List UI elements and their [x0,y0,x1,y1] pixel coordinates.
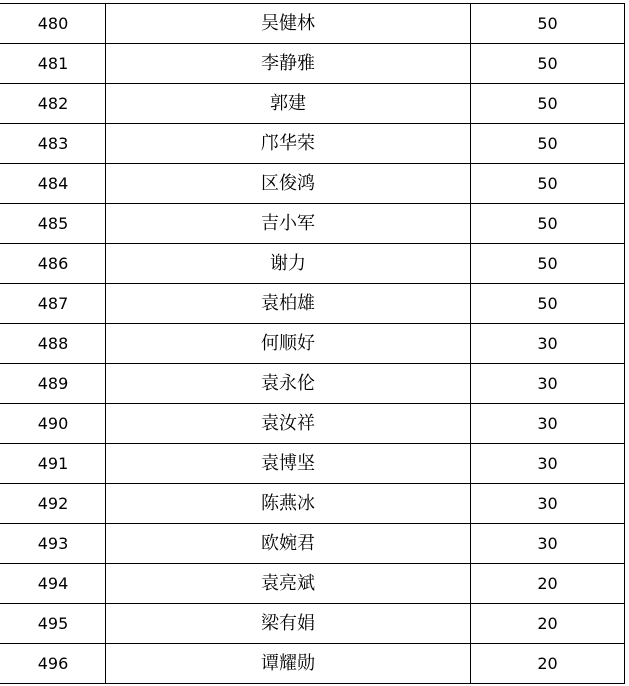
row-number-cell: 484 [1,164,106,204]
score-cell: 50 [471,284,625,324]
table-row [1,124,625,164]
row-number-cell: 496 [1,644,106,684]
name-cell: 袁博坚 [106,444,471,484]
row-number-cell: 491 [1,444,106,484]
score-cell: 50 [471,84,625,124]
row-number-cell: 493 [1,524,106,564]
row-number-cell: 494 [1,564,106,604]
score-cell: 20 [471,564,625,604]
score-cell: 30 [471,444,625,484]
row-number-cell: 489 [1,364,106,404]
table-row [1,364,625,404]
score-cell: 50 [471,204,625,244]
roster-table [0,3,625,684]
row-number-cell: 488 [1,324,106,364]
score-cell: 50 [471,44,625,84]
row-number-cell: 492 [1,484,106,524]
score-cell: 20 [471,644,625,684]
name-cell: 欧婉君 [106,524,471,564]
table-row [1,524,625,564]
score-cell: 50 [471,124,625,164]
table-row [1,284,625,324]
name-cell: 谢力 [106,244,471,284]
name-cell: 吉小军 [106,204,471,244]
name-cell: 袁亮斌 [106,564,471,604]
name-cell: 袁柏雄 [106,284,471,324]
name-cell: 吴健林 [106,4,471,44]
row-number-cell: 480 [1,4,106,44]
roster-table-body [1,4,625,684]
table-row [1,324,625,364]
name-cell: 郭建 [106,84,471,124]
score-cell: 50 [471,244,625,284]
row-number-cell: 490 [1,404,106,444]
name-cell: 邝华荣 [106,124,471,164]
row-number-cell: 486 [1,244,106,284]
name-cell: 陈燕冰 [106,484,471,524]
score-cell: 50 [471,164,625,204]
table-row [1,564,625,604]
table-row [1,484,625,524]
row-number-cell: 495 [1,604,106,644]
table-row [1,244,625,284]
name-cell: 李静雅 [106,44,471,84]
name-cell: 谭耀勋 [106,644,471,684]
row-number-cell: 485 [1,204,106,244]
table-row [1,604,625,644]
table-row [1,404,625,444]
row-number-cell: 483 [1,124,106,164]
name-cell: 袁永伦 [106,364,471,404]
table-row [1,644,625,684]
score-cell: 30 [471,524,625,564]
row-number-cell: 487 [1,284,106,324]
table-row [1,84,625,124]
name-cell: 袁汝祥 [106,404,471,444]
table-row [1,444,625,484]
score-cell: 30 [471,484,625,524]
score-cell: 30 [471,324,625,364]
score-cell: 50 [471,4,625,44]
row-number-cell: 482 [1,84,106,124]
row-number-cell: 481 [1,44,106,84]
name-cell: 区俊鸿 [106,164,471,204]
score-cell: 30 [471,404,625,444]
table-row [1,204,625,244]
score-cell: 20 [471,604,625,644]
table-row [1,164,625,204]
score-cell: 30 [471,364,625,404]
table-row [1,4,625,44]
name-cell: 梁有娟 [106,604,471,644]
table-row [1,44,625,84]
name-cell: 何顺好 [106,324,471,364]
